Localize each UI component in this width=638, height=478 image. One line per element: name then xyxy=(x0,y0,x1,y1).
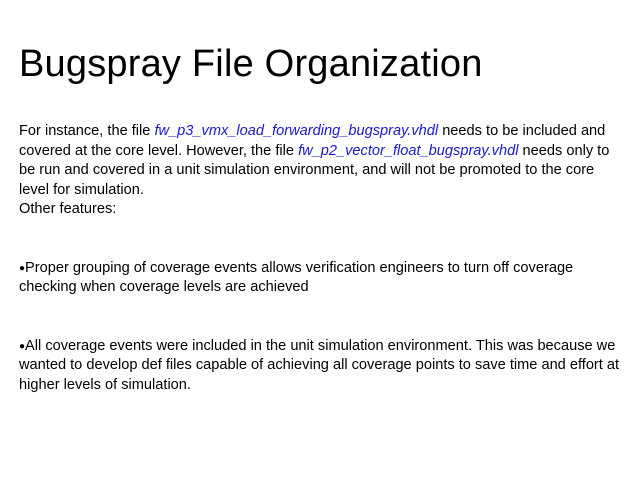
other-features-label: Other features: xyxy=(19,201,117,217)
slide-body xyxy=(19,122,624,395)
intro-text-2: needs to be included and covered at the core level. However, the file xyxy=(19,123,606,159)
intro-text-1: For instance, the file xyxy=(19,123,155,139)
intro-paragraph xyxy=(19,122,624,200)
intro-text-3: needs only to be run and covered in a unit simulation environment, and will not be promoted to the core level for simulation. xyxy=(19,142,610,198)
spacer xyxy=(19,220,624,259)
file-name-unit: fw_p2_vector_float_bugspray.vhdl xyxy=(298,142,519,159)
bullet-dot-icon: ● xyxy=(19,340,26,352)
file-name-core: fw_p3_vmx_load_forwarding_bugspray.vhdl xyxy=(154,123,439,139)
bullet-item xyxy=(19,259,624,298)
bullet-dot-icon: ● xyxy=(19,262,26,274)
bullet-text: Proper grouping of coverage events allows verification engineers to turn off coverage checking when coverage levels are achieved xyxy=(19,259,574,295)
bullet-text: All coverage events were included in the unit simulation environment. This was because we wanted to develop def files capable of achieving all coverage points to save time and effort at higher levels of simulation. xyxy=(19,337,620,393)
bullet-item xyxy=(19,337,624,396)
spacer xyxy=(19,298,624,337)
slide-title: Bugspray File Organization xyxy=(19,43,483,85)
